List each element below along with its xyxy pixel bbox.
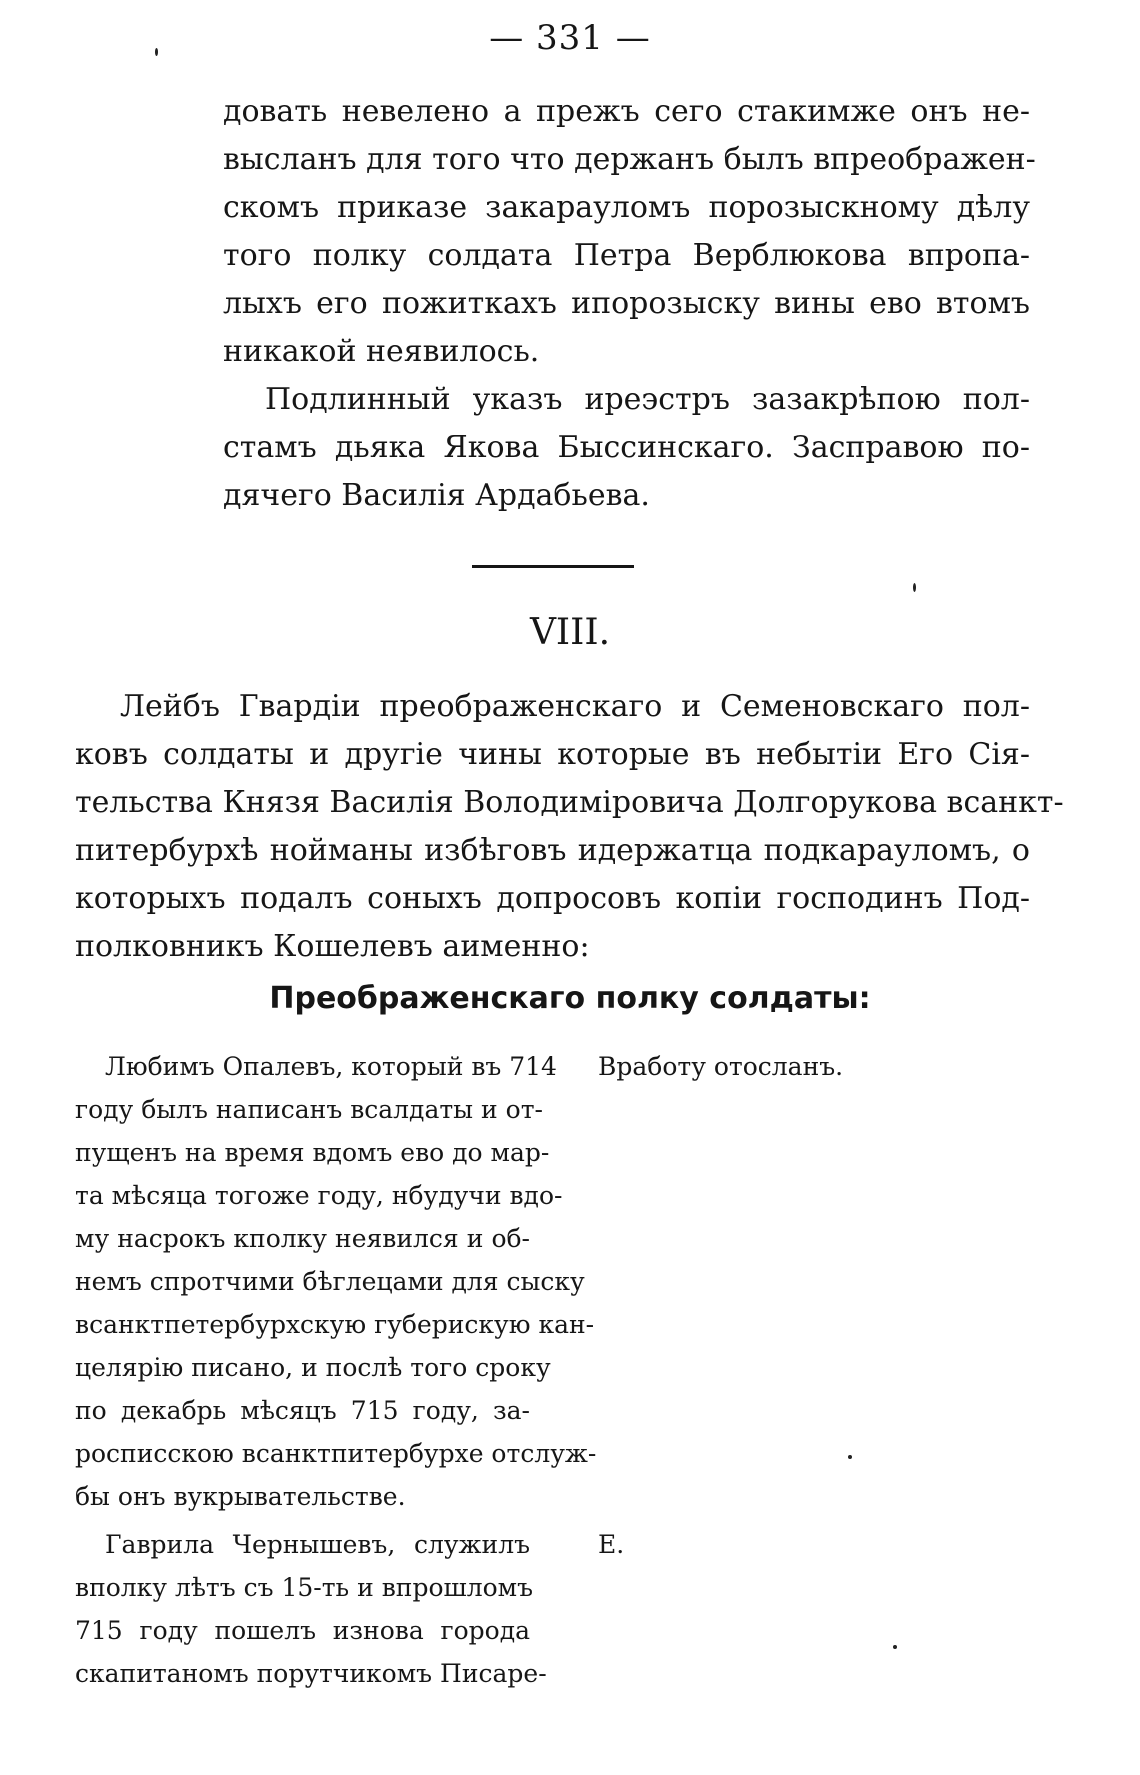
entry-line: немъ спротчими бѣглецами для сыску (75, 1267, 585, 1296)
text-line: никакой неявилось. (223, 334, 540, 369)
section-divider (472, 565, 634, 568)
entry-line: по декабрь мѣсяцъ 715 году, за- (75, 1396, 530, 1425)
entry-line: всанктпетербурхскую губерискую кан- (75, 1310, 595, 1339)
section-number: VIII. (529, 612, 611, 653)
text-line: тельства Князя Василія Володиміровича Долгорукова всанкт- (75, 785, 1064, 820)
entry-note: Е. (598, 1530, 625, 1559)
entry-line: бы онъ вукрывательстве. (75, 1482, 406, 1511)
text-line: Лейбъ Гвардіи преображенскаго и Семеновскаго пол- (120, 689, 1030, 724)
entry-line: вполку лѣтъ съ 15-ть и впрошломъ (75, 1573, 534, 1602)
text-line: стамъ дьяка Якова Быссинскаго. Засправою по- (223, 430, 1030, 465)
scan-speck (155, 48, 158, 56)
text-line: довать невелено а прежъ сего стакимже онъ не- (223, 94, 1030, 129)
subheading: Преображенскаго полку солдаты: (269, 981, 871, 1016)
entry-line: Любимъ Опалевъ, который въ 714 (105, 1052, 557, 1081)
text-line: дячего Василія Ардабьева. (223, 478, 650, 513)
text-line: скомъ приказе закарауломъ порозыскному дѣлу (223, 190, 1030, 225)
entry-line: росписскою всанктпитербурхе отслуж- (75, 1439, 597, 1468)
entry-note: Вработу отосланъ. (598, 1052, 844, 1081)
scan-speck (893, 1645, 897, 1649)
entry-line: пущенъ на время вдомъ ево до мар- (75, 1138, 550, 1167)
text-line: полковникъ Кошелевъ аименно: (75, 929, 590, 964)
text-line: которыхъ подалъ соныхъ допросовъ копіи господинъ Под- (75, 881, 1030, 916)
entry-line: 715 году пошелъ изнова города (75, 1616, 530, 1645)
page-number: — 331 — (489, 18, 651, 58)
text-line: высланъ для того что держанъ былъ впреображен- (223, 142, 1036, 177)
scan-speck (848, 1455, 852, 1459)
text-line: питербурхѣ нойманы избѣговъ идержатца подкарауломъ, о (75, 833, 1030, 868)
entry-line: году былъ написанъ всалдаты и от- (75, 1095, 543, 1124)
text-line: лыхъ его пожиткахъ ипорозыску вины ево втомъ (223, 286, 1030, 321)
entry-line: скапитаномъ порутчикомъ Писаре- (75, 1659, 547, 1688)
entry-line: целярію писано, и послѣ того сроку (75, 1353, 551, 1382)
entry-line: му насрокъ кполку неявился и об- (75, 1224, 530, 1253)
text-line: Подлинный указъ иреэстръ зазакрѣпою пол- (265, 382, 1030, 417)
text-line: того полку солдата Петра Верблюкова впропа- (223, 238, 1030, 273)
entry-line: та мѣсяца тогоже году, нбудучи вдо- (75, 1181, 563, 1210)
text-line: ковъ солдаты и другіе чины которые въ небытіи Его Сія- (75, 737, 1030, 772)
entry-line: Гаврила Чернышевъ, служилъ (105, 1530, 530, 1559)
scan-speck (913, 583, 916, 592)
